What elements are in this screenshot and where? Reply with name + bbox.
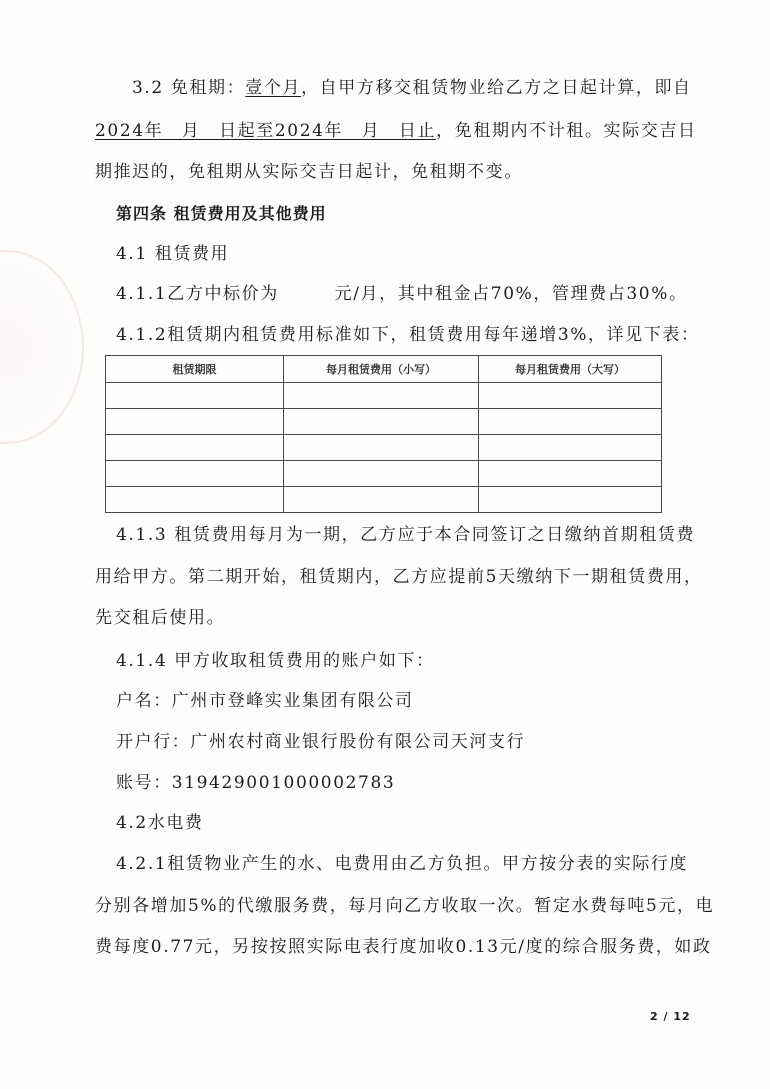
table-cell bbox=[479, 487, 662, 513]
rent-free-period: 2024年 月 日起至2024年 月 日止 bbox=[95, 121, 437, 141]
table-row bbox=[106, 461, 662, 487]
table-row bbox=[106, 487, 662, 513]
table-header-row bbox=[106, 356, 662, 383]
table-cell bbox=[106, 461, 284, 487]
para-4-1-2: 4.1.2租赁期内租赁费用标准如下，租赁费用每年递增3%，详见下表： bbox=[116, 325, 700, 345]
para-4-1-1: 4.1.1乙方中标价为 元/月，其中租金占70%，管理费占30%。 bbox=[116, 284, 688, 304]
section-3-2-line-1 bbox=[132, 77, 692, 99]
table-cell bbox=[479, 461, 662, 487]
para-4-2-1-line-3: 费每度0.77元，另按按照实际电表行度加收0.13元/度的综合服务费，如政 bbox=[95, 937, 712, 957]
para-4-1-3-line-1: 4.1.3 租赁费用每月为一期，乙方应于本合同签订之日缴纳首期租赁费 bbox=[116, 525, 696, 545]
section-3-2-label: 3.2 免租期： bbox=[132, 78, 246, 98]
sub-4-1-title: 4.1 租赁费用 bbox=[116, 244, 230, 264]
table-cell bbox=[284, 383, 479, 409]
header-monthly-fee-numeric: 每月租赁费用（小写） bbox=[284, 356, 479, 383]
article-4-title: 第四条 租赁费用及其他费用 bbox=[116, 204, 327, 223]
para-4-2-1-line-2: 分别各增加5%的代缴服务费，每月向乙方收取一次。暂定水费每吨5元，电 bbox=[95, 896, 715, 916]
table-row bbox=[106, 383, 662, 409]
table-cell bbox=[284, 409, 479, 435]
para-4-1-3-line-3: 先交租后使用。 bbox=[95, 608, 226, 628]
table-cell bbox=[106, 435, 284, 461]
table-cell bbox=[284, 487, 479, 513]
section-3-2-text-2: ，免租期内不计租。实际交吉日 bbox=[436, 121, 697, 141]
table-cell bbox=[479, 409, 662, 435]
para-4-1-4: 4.1.4 甲方收取租赁费用的账户如下： bbox=[116, 651, 435, 671]
header-monthly-fee-capital: 每月租赁费用（大写） bbox=[479, 356, 662, 383]
section-3-2-line-2 bbox=[95, 120, 697, 142]
rent-schedule-table bbox=[105, 355, 662, 513]
sub-4-2-title: 4.2水电费 bbox=[116, 813, 204, 833]
table-cell bbox=[106, 383, 284, 409]
table-row bbox=[106, 435, 662, 461]
para-4-1-3-line-2: 用给甲方。第二期开始，租赁期内，乙方应提前5天缴纳下一期租赁费用， bbox=[95, 567, 703, 587]
page-number: 2 / 12 bbox=[650, 1010, 691, 1023]
faded-seal-mark bbox=[0, 250, 84, 444]
account-name: 户名：广州市登峰实业集团有限公司 bbox=[116, 691, 414, 711]
para-4-2-1-line-1: 4.2.1租赁物业产生的水、电费用由乙方负担。甲方按分表的实际行度 bbox=[116, 854, 689, 874]
section-3-2-text: ，自甲方移交租赁物业给乙方之日起计算，即自 bbox=[301, 78, 692, 98]
account-bank: 开户行：广州农村商业银行股份有限公司天河支行 bbox=[116, 732, 526, 752]
table-cell bbox=[284, 461, 479, 487]
table-cell bbox=[479, 383, 662, 409]
table-cell bbox=[106, 409, 284, 435]
rent-free-duration: 壹个月 bbox=[245, 78, 302, 98]
table-cell bbox=[284, 435, 479, 461]
section-3-2-line-3: 期推迟的，免租期从实际交吉日起计，免租期不变。 bbox=[95, 162, 523, 182]
table-row bbox=[106, 409, 662, 435]
header-lease-term: 租赁期限 bbox=[106, 356, 284, 383]
account-number: 账号：319429001000002783 bbox=[116, 773, 396, 793]
table-cell bbox=[106, 487, 284, 513]
table-cell bbox=[479, 435, 662, 461]
